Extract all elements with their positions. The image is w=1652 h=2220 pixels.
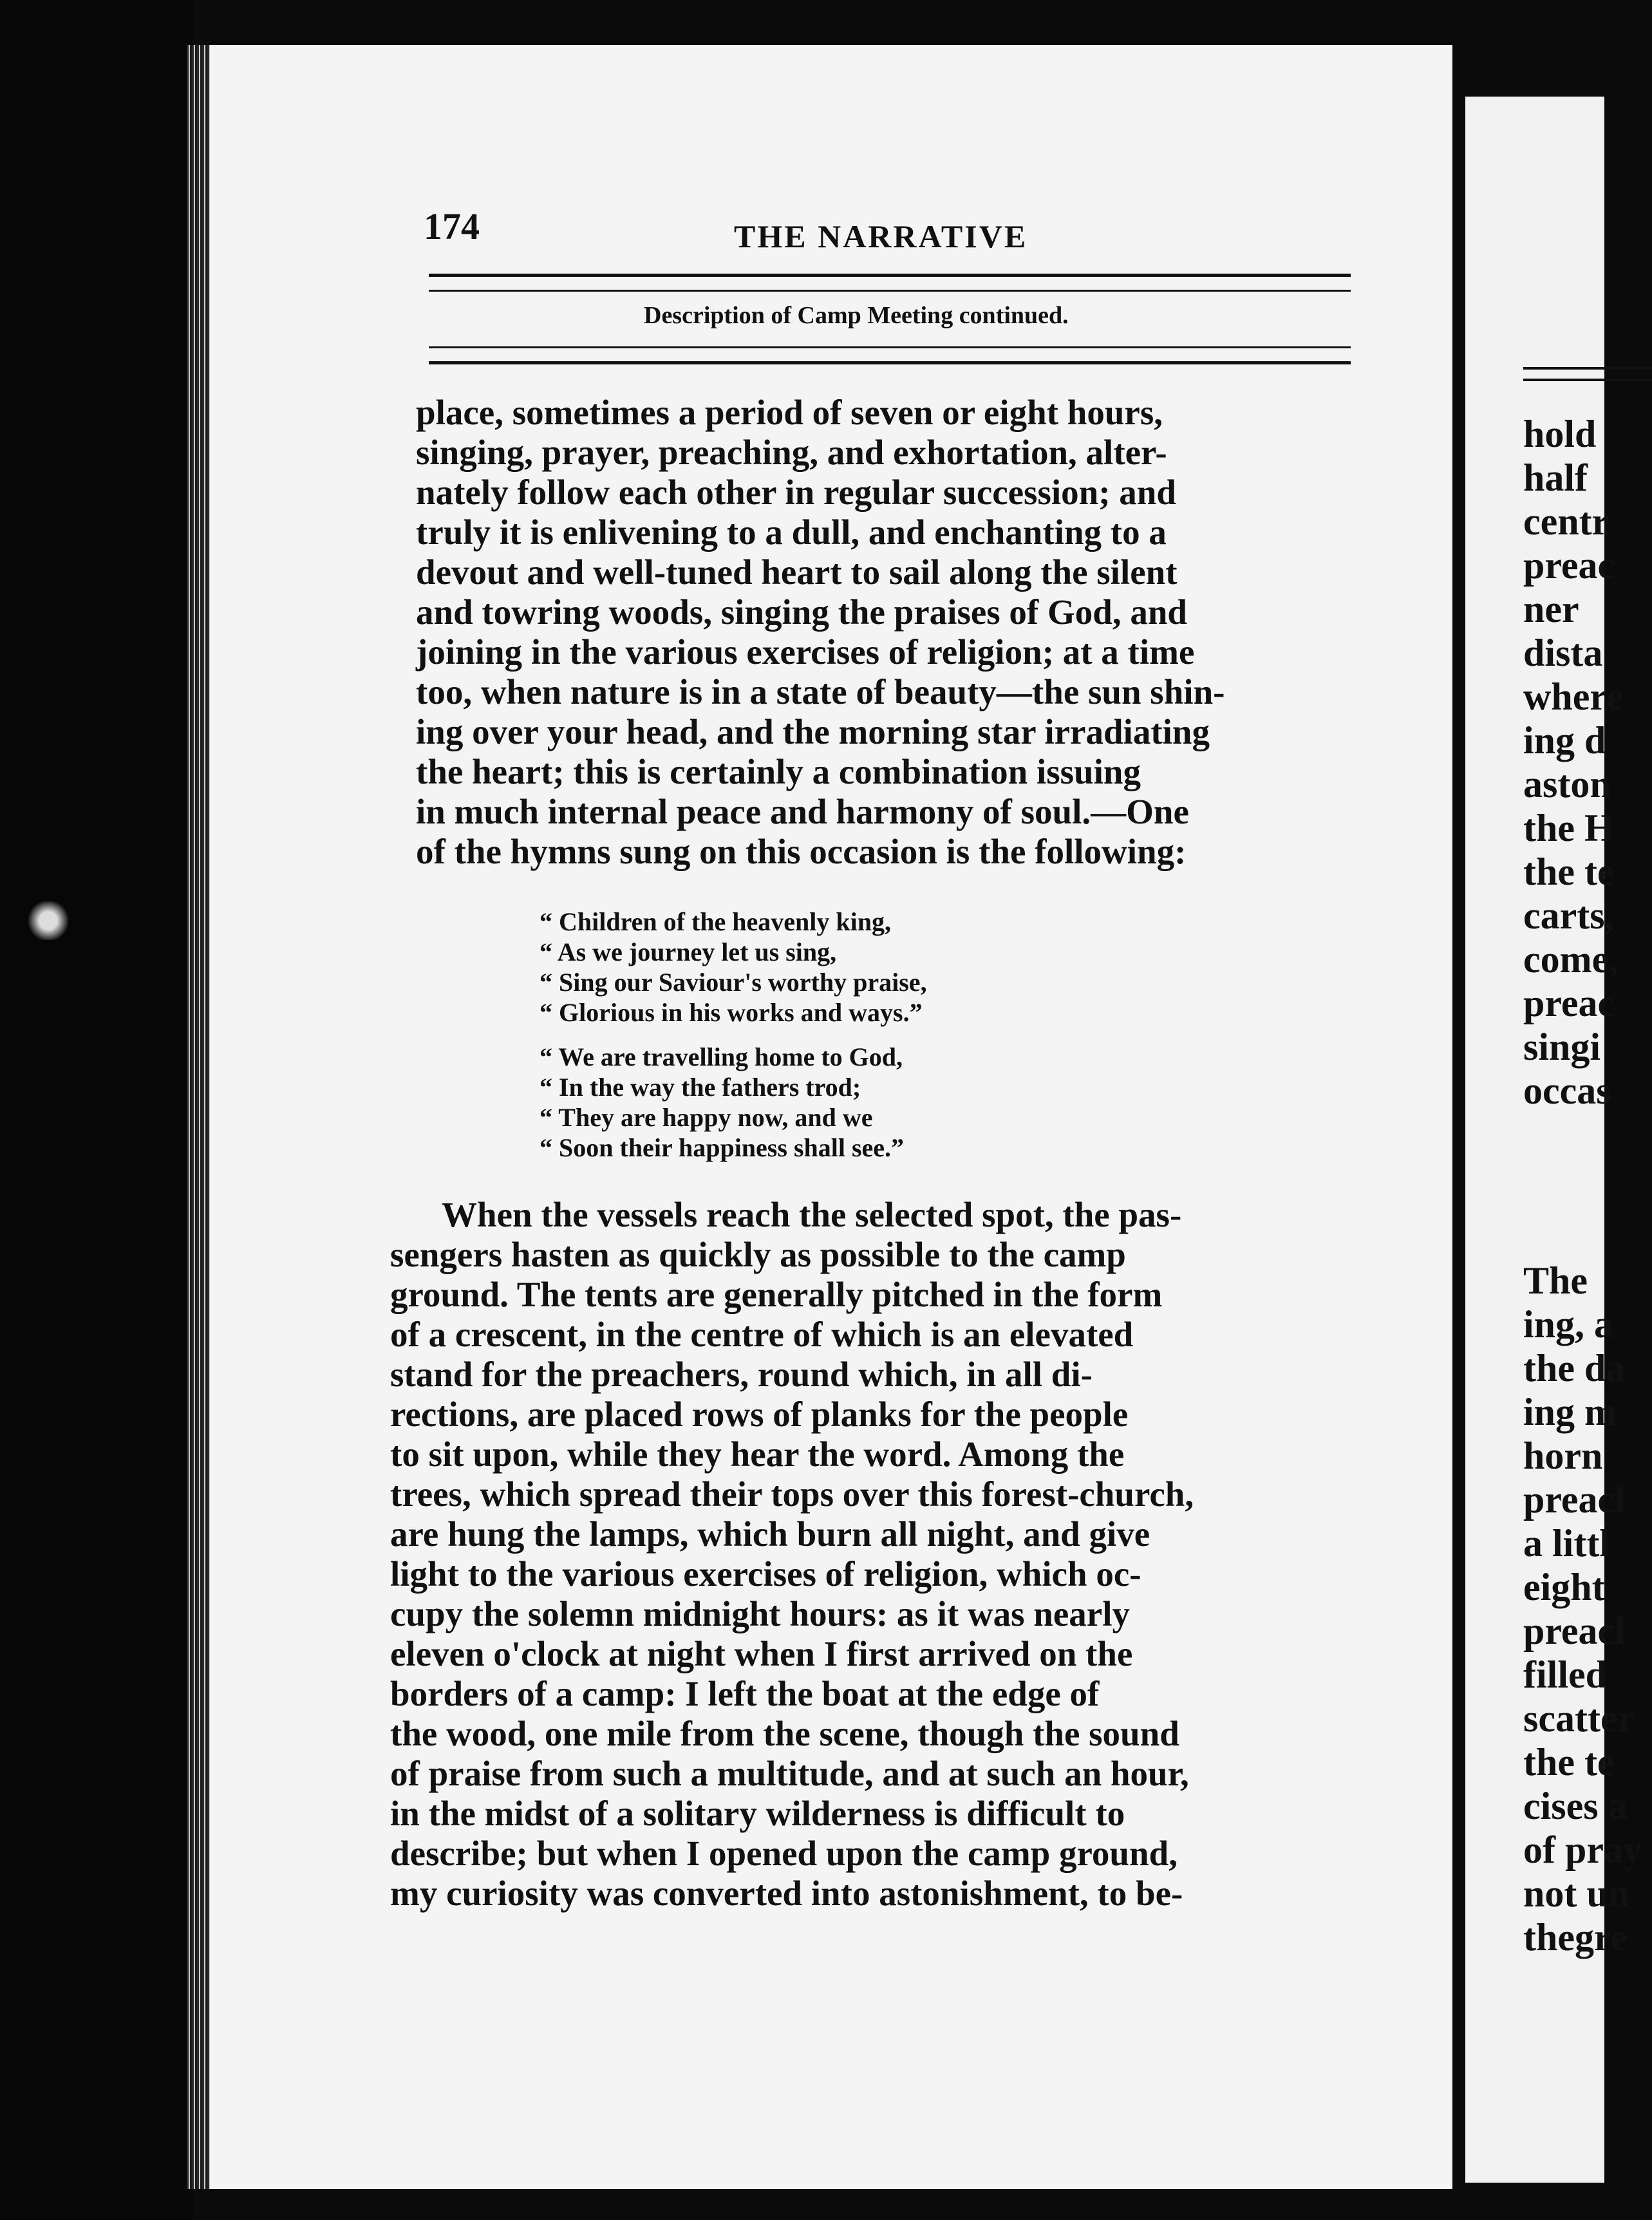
text-line: too, when nature is in a state of beauty—the sun shin- [416,672,1225,711]
text-line: of the hymns sung on this occasion is the following: [416,832,1187,871]
text-line: light to the various exercises of religion, which oc- [390,1554,1141,1594]
page-number: 174 [424,205,480,247]
facing-fragment: where [1523,675,1624,718]
text-line: in the midst of a solitary wilderness is difficult to [390,1794,1125,1833]
scan-gutter [0,0,193,2220]
facing-page [1465,97,1642,2183]
verse-line: “ Soon their happiness shall see.” [540,1133,905,1162]
text-line: eleven o'clock at night when I first arrived on the [390,1634,1133,1673]
verse-line: “ In the way the fathers trod; [540,1073,861,1102]
page-edge [187,45,210,2189]
verse-line: “ They are happy now, and we [540,1103,873,1132]
text-line: my curiosity was converted into astonishment, to be- [390,1874,1183,1913]
text-line: to sit upon, while they hear the word. Among the [390,1435,1125,1474]
text-line: rections, are placed rows of planks for the people [390,1395,1129,1434]
text-line: in much internal peace and harmony of soul.—One [416,792,1189,831]
text-line: place, sometimes a period of seven or eight hours, [416,393,1163,432]
text-line: and towring woods, singing the praises of God, and [416,592,1188,632]
paragraph-2 [390,1195,1317,1914]
facing-fragment: scatter [1523,1697,1635,1740]
facing-fragment: the da [1523,1347,1626,1389]
text-line: the heart; this is certainly a combination issuing [416,752,1141,791]
facing-fragment: ing d [1523,719,1606,762]
paragraph-1 [416,393,1343,872]
running-title: THE NARRATIVE [734,218,1028,254]
facing-fragment: preacl [1523,1478,1626,1521]
text-line: borders of a camp: I left the boat at the edge of [390,1674,1100,1713]
text-line: of a crescent, in the centre of which is an elevated [390,1315,1134,1354]
facing-fragment: preac [1523,982,1615,1024]
hymn-stanza-2 [540,1042,904,1163]
facing-fragment: the te [1523,851,1615,893]
scan-speck [26,901,71,940]
facing-fragment: preacl [1523,1610,1626,1652]
text-line: joining in the various exercises of religion; at a time [416,632,1195,672]
text-line: devout and well-tuned heart to sail along the silent [416,552,1178,592]
hymn-stanza-1 [540,907,927,1028]
verse-line: “ Children of the heavenly king, [540,907,891,936]
facing-fragment: the te [1523,1741,1615,1783]
text-line: When the vessels reach the selected spot, the pas- [442,1195,1182,1234]
text-line: the wood, one mile from the scene, though the sound [390,1714,1179,1753]
text-line: nately follow each other in regular succession; and [416,473,1176,512]
header-rule-bottom [429,346,1351,364]
facing-fragment: half [1523,456,1588,499]
facing-fragment: singi [1523,1026,1601,1068]
facing-page-rule [1523,367,1652,381]
facing-fragment: centr [1523,500,1610,543]
text-line: cupy the solemn midnight hours: as it was nearly [390,1594,1130,1633]
facing-fragment: a littl [1523,1522,1610,1565]
facing-fragment: aston [1523,763,1611,805]
verse-line: “ Sing our Saviour's worthy praise, [540,968,927,997]
text-line: describe; but when I opened upon the camp ground, [390,1834,1178,1873]
verse-line: “ As we journey let us sing, [540,937,837,966]
facing-fragment: occas [1523,1069,1611,1112]
text-line: ing over your head, and the morning star irradiating [416,712,1210,751]
text-line: truly it is enlivening to a dull, and enchanting to a [416,513,1167,552]
facing-fragment: ing, a [1523,1303,1614,1346]
text-line: are hung the lamps, which burn all night, and give [390,1514,1150,1554]
facing-fragment: of pray [1523,1829,1642,1871]
facing-fragment: thegre [1523,1916,1628,1959]
text-line: ground. The tents are generally pitched in the form [390,1275,1163,1314]
facing-fragment: cises a [1523,1785,1628,1827]
verse-line: “ We are travelling home to God, [540,1042,903,1071]
facing-fragment: ner [1523,588,1579,630]
facing-fragment: horn [1523,1435,1603,1477]
facing-fragment: not un [1523,1872,1630,1915]
facing-fragment: eight [1523,1566,1605,1608]
header-rule-top [429,274,1351,292]
section-heading: Description of Camp Meeting continued. [644,302,1069,329]
text-line: trees, which spread their tops over this forest-church, [390,1474,1194,1514]
text-line: singing, prayer, preaching, and exhortation, alter- [416,433,1167,472]
text-line: sengers hasten as quickly as possible to the camp [390,1235,1126,1274]
facing-fragment: ing m [1523,1391,1617,1433]
text-line: of praise from such a multitude, and at such an hour, [390,1754,1189,1793]
text-line: stand for the preachers, round which, in all di- [390,1355,1093,1394]
facing-fragment: hold [1523,413,1597,455]
facing-fragment: The [1523,1259,1588,1302]
facing-fragment: the H [1523,807,1615,849]
facing-fragment: dista [1523,632,1603,674]
facing-fragment: come, [1523,938,1619,981]
verse-line: “ Glorious in his works and ways.” [540,998,923,1027]
facing-fragment: preac [1523,544,1615,587]
facing-fragment: carts, [1523,894,1615,937]
facing-fragment: filled [1523,1653,1607,1696]
